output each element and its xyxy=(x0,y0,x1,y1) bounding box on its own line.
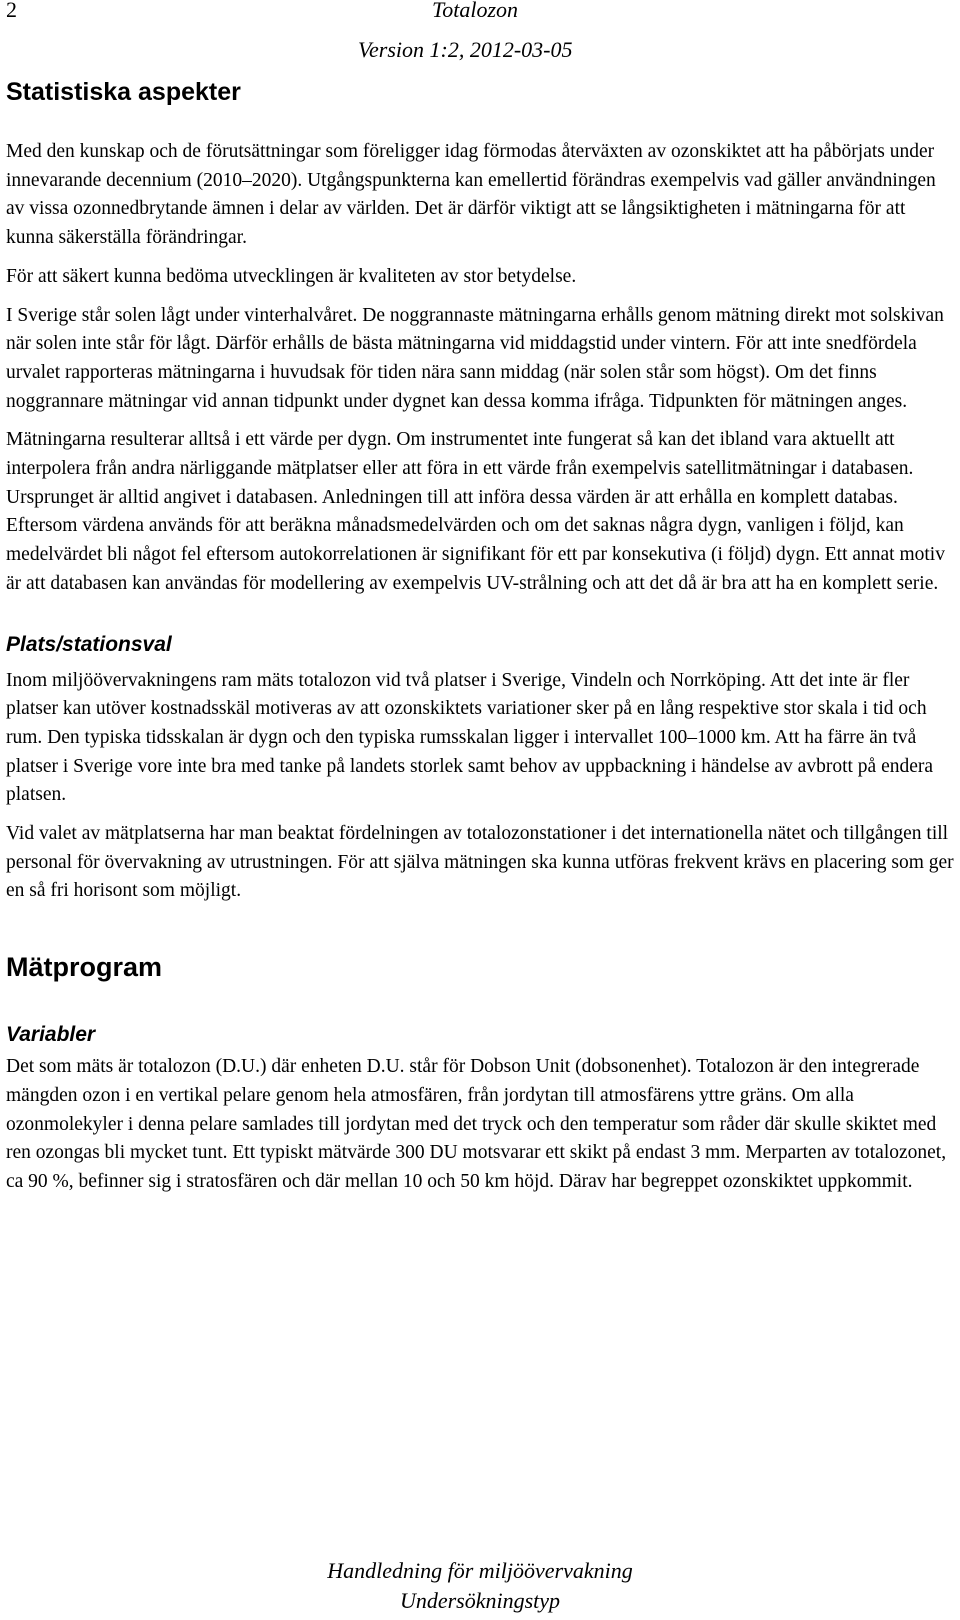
heading-statistiska-aspekter: Statistiska aspekter xyxy=(6,78,241,106)
footer-line-2: Undersökningstyp xyxy=(399,1588,561,1613)
paragraph-plats-1: Inom miljöövervakningens ram mäts totalozon vid två platser i Sverige, Vindeln och Norrköping. Att det inte är fler platser kan utöver kostnadsskäl motiveras av att ozonskiktets variationer sker på en lång respektive stor skala i tid och rum. Den typiska tidsskalan är dygn och den typiska rumsskalan ligger i intervallet 100–1000 km. Att ha färre än två platser i Sverige vore inte bra med tanke på landets storlek samt behov av uppbackning i händelse av avbrott på endera platsen. xyxy=(6,669,934,806)
heading-matprogram: Mätprogram xyxy=(6,952,163,983)
document-body xyxy=(6,78,954,1197)
paragraph-statistiska-2: För att säkert kunna bedöma utvecklingen är kvaliteten av stor betydelse. xyxy=(6,265,577,287)
paragraph-statistiska-3: I Sverige står solen lågt under vinterhalvåret. De noggrannaste mätningarna erhålls genom mätning direkt mot solskivan när solen inte står för lågt. Därför erhålls de bästa mätningarna vid middagstid under vintern. För att inte snedfördela urvalet rapporteras mätningarna i huvudsak för tiden nära sann middag (när solen står som högst). Om det finns noggrannare mätningar vid annan tidpunkt under dygnet kan dessa komma ifråga. Tidpunkten för mätningen anges. xyxy=(6,304,944,412)
running-title: Totalozon xyxy=(432,0,519,22)
paragraph-plats-2: Vid valet av mätplatserna har man beaktat fördelningen av totalozonstationer i det internationella nätet och tillgången till personal för övervakning av utrustningen. För att själva mätningen ska kunna utföras frekvent krävs en placering som ger en så fri horisont som möjligt. xyxy=(6,823,954,902)
footer-line-1: Handledning för miljöövervakning xyxy=(327,1558,633,1583)
heading-plats-stationsval: Plats/stationsval xyxy=(6,632,172,656)
paragraph-statistiska-1: Med den kunskap och de förutsättningar som föreligger idag förmodas återväxten av ozonskiktet att ha påbörjats under innevarande decennium (2010–2020). Utgångspunkterna kan emellertid förändras exempelvis vad gäller användningen av vissa ozonnedbrytande ämnen i delar av världen. Det är därför viktigt att se långsiktigheten i mätningarna för att kunna säkerställa förändringar. xyxy=(6,141,936,249)
page-number: 2 xyxy=(6,0,17,22)
heading-variabler: Variabler xyxy=(6,1023,96,1047)
paragraph-statistiska-4: Mätningarna resulterar alltså i ett värde per dygn. Om instrumentet inte fungerat så kan det ibland vara aktuellt att interpolera från andra närliggande mätplatser eller att föra in ett värde från exempelvis satellitmätningar i databasen. Ursprunget är alltid angivet i databasen. Anledningen till att införa dessa värden är att erhålla en komplett databas. Eftersom värdena används för att beräkna månadsmedelvärden och om det saknas några dygn, vanligen i följd, kan medelvärdet bli något fel eftersom autokorrelationen är signifikant för ett par konsekutiva (i följd) dygn. Ett annat motiv är att databasen kan användas för modellering av exempelvis UV-strålning och att det då är bra att ha en komplett serie. xyxy=(6,429,945,594)
paragraph-variabler-1: Det som mäts är totalozon (D.U.) där enheten D.U. står för Dobson Unit (dobsonenhet). Totalozon är den integrerade mängden ozon i en vertikal pelare genom hela atmosfären, från jordytan till atmosfärens yttre gräns. Om alla ozonmolekyler i denna pelare samlades till jordytan med det tryck och den temperatur som råder där skulle skiktet med ren ozongas bli mycket tunt. Ett typiskt mätvärde 300 DU motsvarar ett skikt på endast 3 mm. Merparten av totalozonet, ca 90 %, befinner sig i stratosfären och där mellan 10 och 50 km höjd. Därav har begreppet ozonskiktet uppkommit. xyxy=(6,1056,947,1192)
version-date: Version 1:2, 2012-03-05 xyxy=(358,37,573,62)
